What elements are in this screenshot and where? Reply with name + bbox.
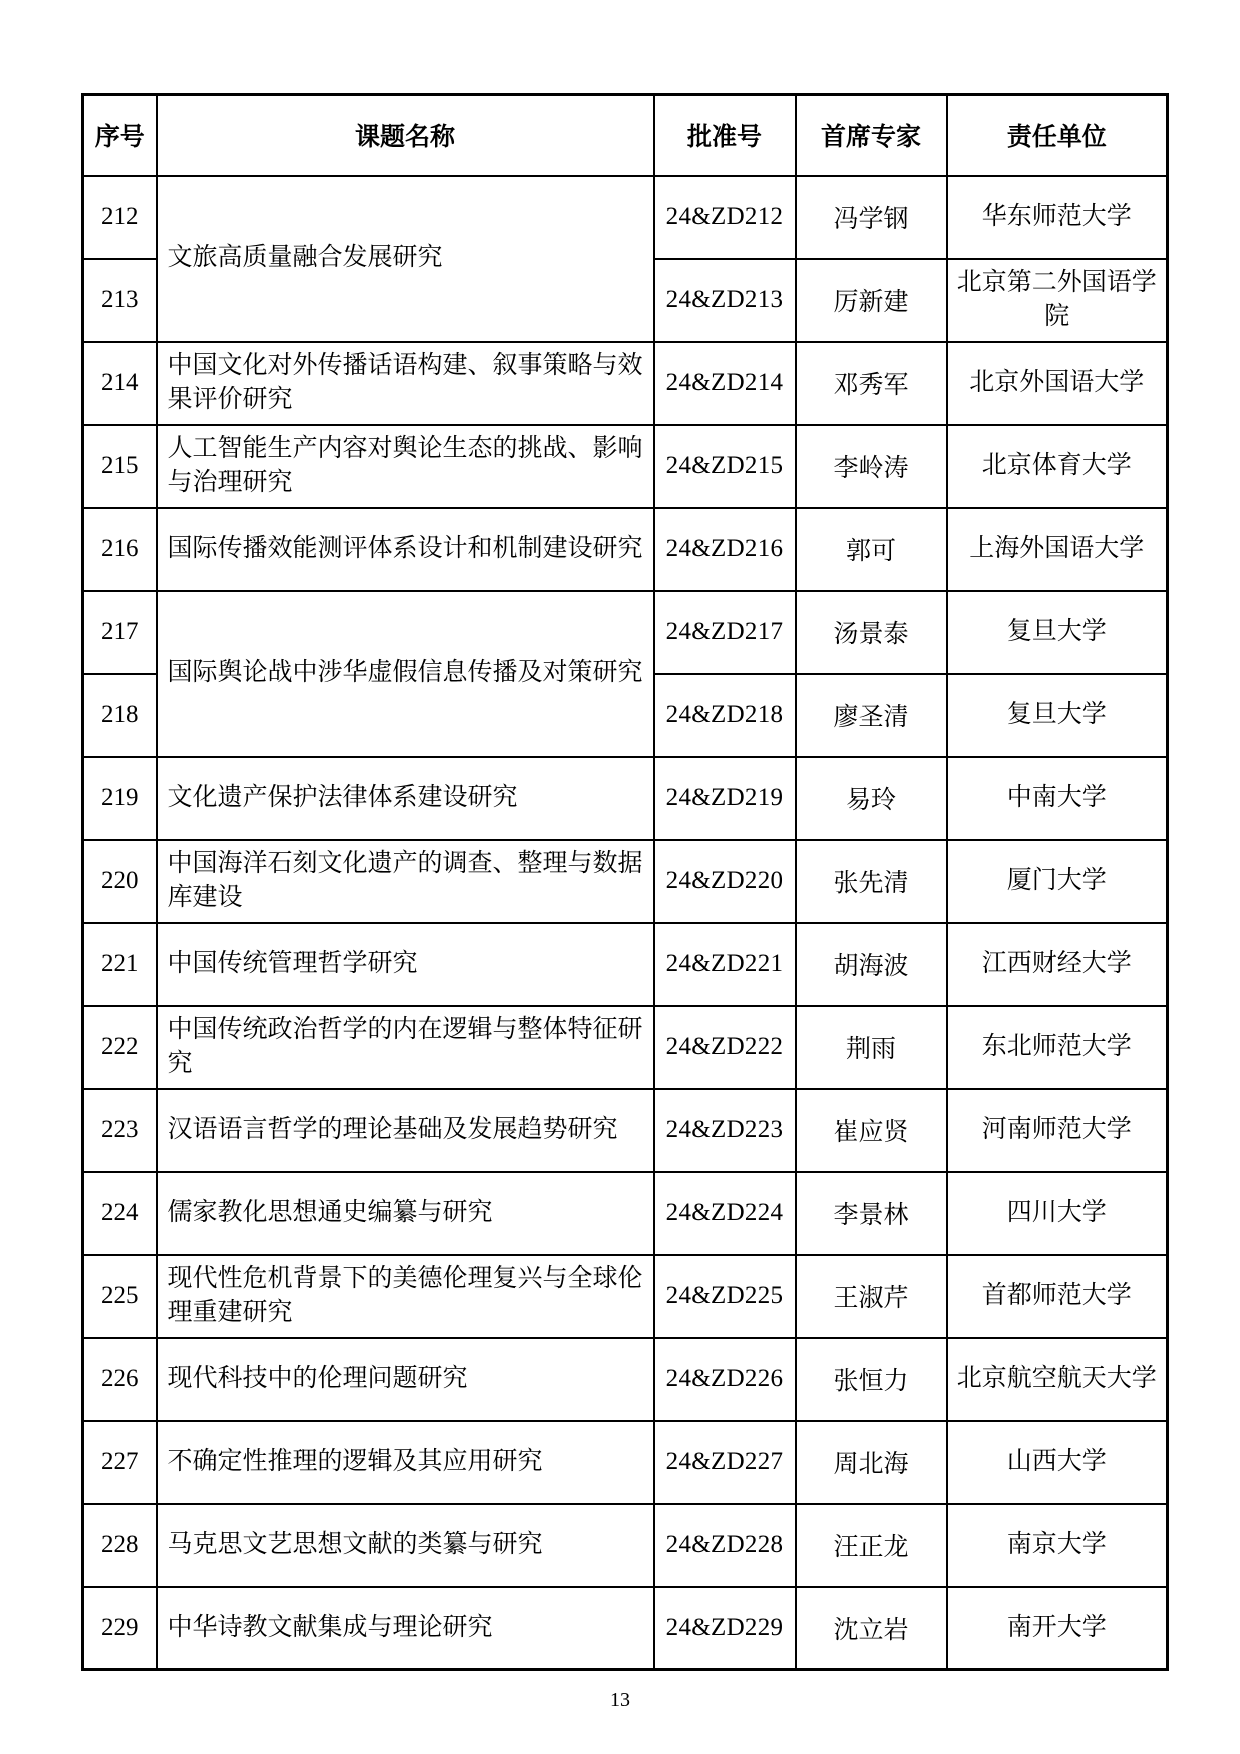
expert-cell: 荆雨: [796, 1006, 947, 1089]
column-header-title: 课题名称: [157, 95, 654, 176]
title-cell: 不确定性推理的逻辑及其应用研究: [157, 1421, 654, 1504]
table-row: [83, 757, 1168, 840]
serial-cell: 216: [83, 508, 157, 591]
table-row: [83, 425, 1168, 508]
title-cell: 国际舆论战中涉华虚假信息传播及对策研究: [157, 591, 654, 757]
serial-cell: 222: [83, 1006, 157, 1089]
expert-cell: 胡海波: [796, 923, 947, 1006]
unit-cell: 北京第二外国语学院: [947, 259, 1168, 342]
serial-cell: 220: [83, 840, 157, 923]
table-row: [83, 342, 1168, 425]
approval-cell: 24&ZD223: [654, 1089, 796, 1172]
expert-cell: 廖圣清: [796, 674, 947, 757]
title-cell: 文化遗产保护法律体系建设研究: [157, 757, 654, 840]
unit-cell: 首都师范大学: [947, 1255, 1168, 1338]
title-cell: 中国海洋石刻文化遗产的调查、整理与数据库建设: [157, 840, 654, 923]
title-cell: 中华诗教文献集成与理论研究: [157, 1587, 654, 1670]
expert-cell: 沈立岩: [796, 1587, 947, 1670]
table-row: [83, 176, 1168, 259]
approval-cell: 24&ZD228: [654, 1504, 796, 1587]
expert-cell: 李岭涛: [796, 425, 947, 508]
projects-table: [81, 93, 1169, 1671]
unit-cell: 河南师范大学: [947, 1089, 1168, 1172]
expert-cell: 张恒力: [796, 1338, 947, 1421]
approval-cell: 24&ZD221: [654, 923, 796, 1006]
expert-cell: 汤景泰: [796, 591, 947, 674]
unit-cell: 山西大学: [947, 1421, 1168, 1504]
serial-cell: 213: [83, 259, 157, 342]
approval-cell: 24&ZD224: [654, 1172, 796, 1255]
expert-cell: 李景林: [796, 1172, 947, 1255]
expert-cell: 张先清: [796, 840, 947, 923]
serial-cell: 228: [83, 1504, 157, 1587]
unit-cell: 江西财经大学: [947, 923, 1168, 1006]
approval-cell: 24&ZD219: [654, 757, 796, 840]
column-header-unit: 责任单位: [947, 95, 1168, 176]
title-cell: 现代性危机背景下的美德伦理复兴与全球伦理重建研究: [157, 1255, 654, 1338]
unit-cell: 复旦大学: [947, 591, 1168, 674]
column-header-serial: 序号: [83, 95, 157, 176]
title-cell: 现代科技中的伦理问题研究: [157, 1338, 654, 1421]
unit-cell: 四川大学: [947, 1172, 1168, 1255]
unit-cell: 南开大学: [947, 1587, 1168, 1670]
serial-cell: 219: [83, 757, 157, 840]
approval-cell: 24&ZD225: [654, 1255, 796, 1338]
table-row: [83, 508, 1168, 591]
serial-cell: 223: [83, 1089, 157, 1172]
serial-cell: 227: [83, 1421, 157, 1504]
header-row: [83, 95, 1168, 176]
serial-cell: 224: [83, 1172, 157, 1255]
unit-cell: 北京体育大学: [947, 425, 1168, 508]
table-row: [83, 1504, 1168, 1587]
approval-cell: 24&ZD229: [654, 1587, 796, 1670]
expert-cell: 崔应贤: [796, 1089, 947, 1172]
unit-cell: 南京大学: [947, 1504, 1168, 1587]
title-cell: 中国传统管理哲学研究: [157, 923, 654, 1006]
title-cell: 中国传统政治哲学的内在逻辑与整体特征研究: [157, 1006, 654, 1089]
serial-cell: 214: [83, 342, 157, 425]
table-body: [83, 176, 1168, 1670]
expert-cell: 王淑芹: [796, 1255, 947, 1338]
table-row: [83, 1089, 1168, 1172]
expert-cell: 易玲: [796, 757, 947, 840]
table-row: [83, 1338, 1168, 1421]
expert-cell: 郭可: [796, 508, 947, 591]
unit-cell: 北京外国语大学: [947, 342, 1168, 425]
table-header: [83, 95, 1168, 176]
expert-cell: 厉新建: [796, 259, 947, 342]
unit-cell: 复旦大学: [947, 674, 1168, 757]
unit-cell: 北京航空航天大学: [947, 1338, 1168, 1421]
unit-cell: 中南大学: [947, 757, 1168, 840]
approval-cell: 24&ZD220: [654, 840, 796, 923]
table-row: [83, 591, 1168, 674]
serial-cell: 218: [83, 674, 157, 757]
serial-cell: 225: [83, 1255, 157, 1338]
serial-cell: 221: [83, 923, 157, 1006]
title-cell: 汉语语言哲学的理论基础及发展趋势研究: [157, 1089, 654, 1172]
serial-cell: 226: [83, 1338, 157, 1421]
serial-cell: 212: [83, 176, 157, 259]
title-cell: 中国文化对外传播话语构建、叙事策略与效果评价研究: [157, 342, 654, 425]
column-header-approval: 批准号: [654, 95, 796, 176]
title-cell: 儒家教化思想通史编纂与研究: [157, 1172, 654, 1255]
title-cell: 人工智能生产内容对舆论生态的挑战、影响与治理研究: [157, 425, 654, 508]
unit-cell: 厦门大学: [947, 840, 1168, 923]
approval-cell: 24&ZD217: [654, 591, 796, 674]
expert-cell: 汪正龙: [796, 1504, 947, 1587]
table-row: [83, 1255, 1168, 1338]
expert-cell: 邓秀军: [796, 342, 947, 425]
serial-cell: 215: [83, 425, 157, 508]
serial-cell: 217: [83, 591, 157, 674]
approval-cell: 24&ZD215: [654, 425, 796, 508]
table-row: [83, 1421, 1168, 1504]
table-row: [83, 923, 1168, 1006]
table-row: [83, 1587, 1168, 1670]
page-number: 13: [610, 1689, 630, 1711]
title-cell: 国际传播效能测评体系设计和机制建设研究: [157, 508, 654, 591]
unit-cell: 华东师范大学: [947, 176, 1168, 259]
column-header-expert: 首席专家: [796, 95, 947, 176]
approval-cell: 24&ZD226: [654, 1338, 796, 1421]
table-row: [83, 1006, 1168, 1089]
table-row: [83, 1172, 1168, 1255]
approval-cell: 24&ZD212: [654, 176, 796, 259]
serial-cell: 229: [83, 1587, 157, 1670]
approval-cell: 24&ZD213: [654, 259, 796, 342]
title-cell: 马克思文艺思想文献的类纂与研究: [157, 1504, 654, 1587]
title-cell: 文旅高质量融合发展研究: [157, 176, 654, 342]
unit-cell: 东北师范大学: [947, 1006, 1168, 1089]
approval-cell: 24&ZD216: [654, 508, 796, 591]
expert-cell: 周北海: [796, 1421, 947, 1504]
unit-cell: 上海外国语大学: [947, 508, 1168, 591]
table-row: [83, 840, 1168, 923]
approval-cell: 24&ZD227: [654, 1421, 796, 1504]
approval-cell: 24&ZD222: [654, 1006, 796, 1089]
approval-cell: 24&ZD218: [654, 674, 796, 757]
approval-cell: 24&ZD214: [654, 342, 796, 425]
expert-cell: 冯学钢: [796, 176, 947, 259]
